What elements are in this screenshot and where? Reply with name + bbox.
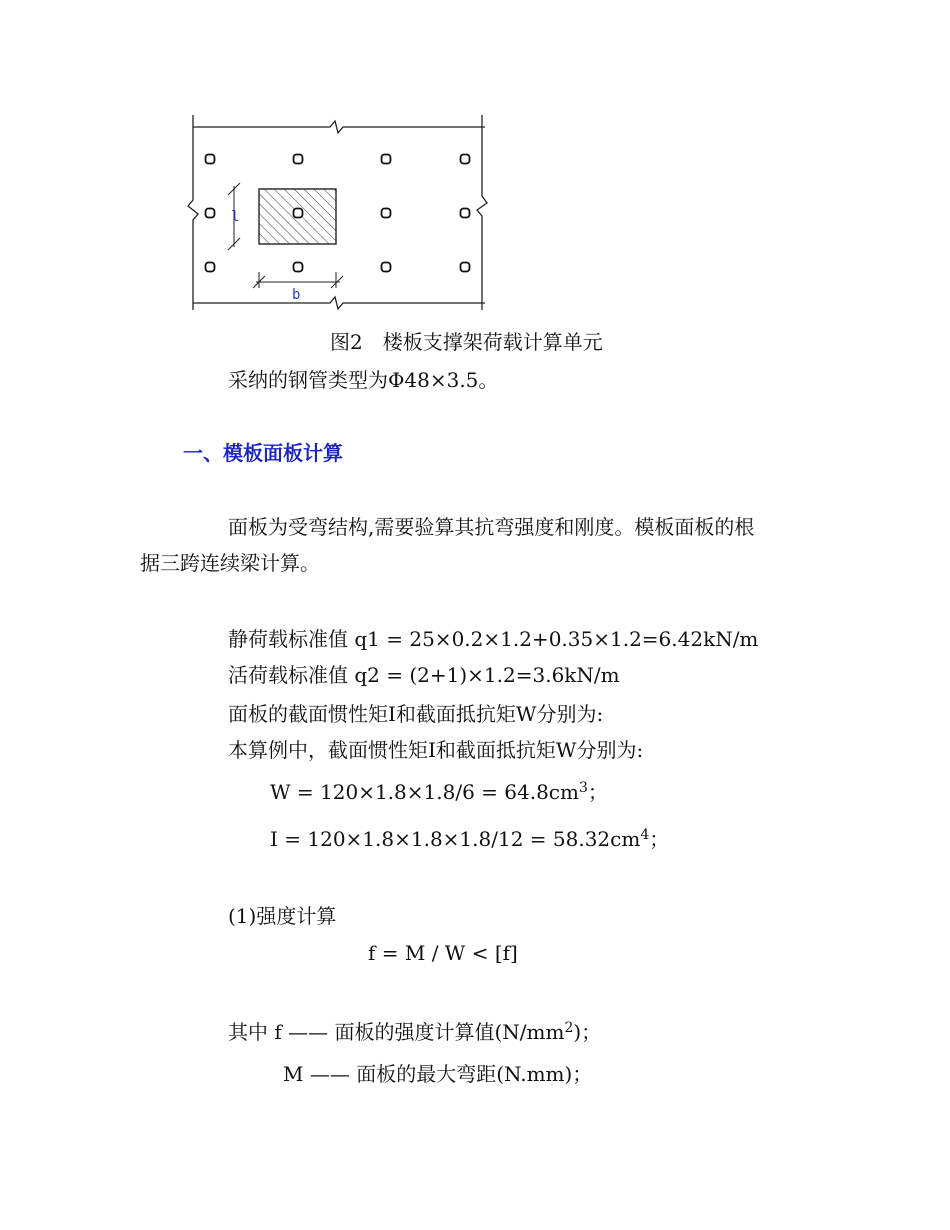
- where-f-main: 其中 f —— 面板的强度计算值(N/mm: [228, 1020, 565, 1044]
- section-heading: 一、模板面板计算: [183, 441, 343, 465]
- support-post: [206, 209, 215, 218]
- where-m-text: M —— 面板的最大弯距(N.mm)；: [283, 1062, 593, 1086]
- load-unit-diagram: [185, 110, 495, 318]
- where-f-tail: )；: [573, 1020, 602, 1044]
- strength-formula: f = M / W < [f]: [368, 941, 518, 965]
- slab-top-edge: [193, 121, 485, 133]
- pipe-type-text: 采纳的钢管类型为Φ48×3.5。: [228, 368, 499, 392]
- support-post: [294, 263, 303, 272]
- support-post: [382, 263, 391, 272]
- formula-i: [270, 826, 669, 852]
- formula-w: [270, 779, 608, 805]
- support-post: [461, 209, 470, 218]
- support-post: [382, 155, 391, 164]
- support-post: [206, 263, 215, 272]
- support-posts: [206, 155, 470, 272]
- figure-caption: 图2 楼板支撑架荷载计算单元: [330, 330, 603, 354]
- slab-left-edge: [188, 115, 198, 310]
- dimension-b-label: b: [292, 287, 301, 303]
- live-load-text: 活荷载标准值 q2 = (2+1)×1.2=3.6kN/m: [228, 663, 620, 687]
- support-post: [294, 209, 303, 218]
- where-f-exponent: 2: [564, 1020, 574, 1036]
- where-f-text: [228, 1019, 601, 1045]
- strength-title: (1)强度计算: [228, 904, 337, 928]
- formula-i-exponent: 4: [640, 827, 650, 843]
- dimension-l-label: l: [231, 209, 240, 225]
- paragraph-line-1: 面板为受弯结构,需要验算其抗弯强度和刚度。模板面板的根: [228, 515, 755, 539]
- support-post: [206, 155, 215, 164]
- slab-right-edge: [477, 115, 487, 310]
- support-post: [461, 263, 470, 272]
- section-properties-text: 面板的截面惯性矩I和截面抵抗矩W分别为:: [228, 702, 604, 726]
- support-post: [382, 209, 391, 218]
- slab-bottom-edge: [193, 297, 485, 309]
- formula-w-main: W = 120×1.8×1.8/6 = 64.8cm: [270, 780, 579, 804]
- formula-w-tail: ；: [587, 780, 608, 804]
- formula-i-main: I = 120×1.8×1.8×1.8/12 = 58.32cm: [270, 827, 641, 851]
- formula-i-tail: ；: [649, 827, 670, 851]
- formula-w-exponent: 3: [578, 780, 588, 796]
- paragraph-line-2: 据三跨连续梁计算。: [140, 551, 320, 575]
- dead-load-text: 静荷载标准值 q1 = 25×0.2×1.2+0.35×1.2=6.42kN/m: [228, 627, 759, 651]
- load-unit-figure: [185, 110, 495, 318]
- support-post: [294, 155, 303, 164]
- example-section-text: 本算例中，截面惯性矩I和截面抵抗矩W分别为:: [228, 738, 644, 762]
- support-post: [461, 155, 470, 164]
